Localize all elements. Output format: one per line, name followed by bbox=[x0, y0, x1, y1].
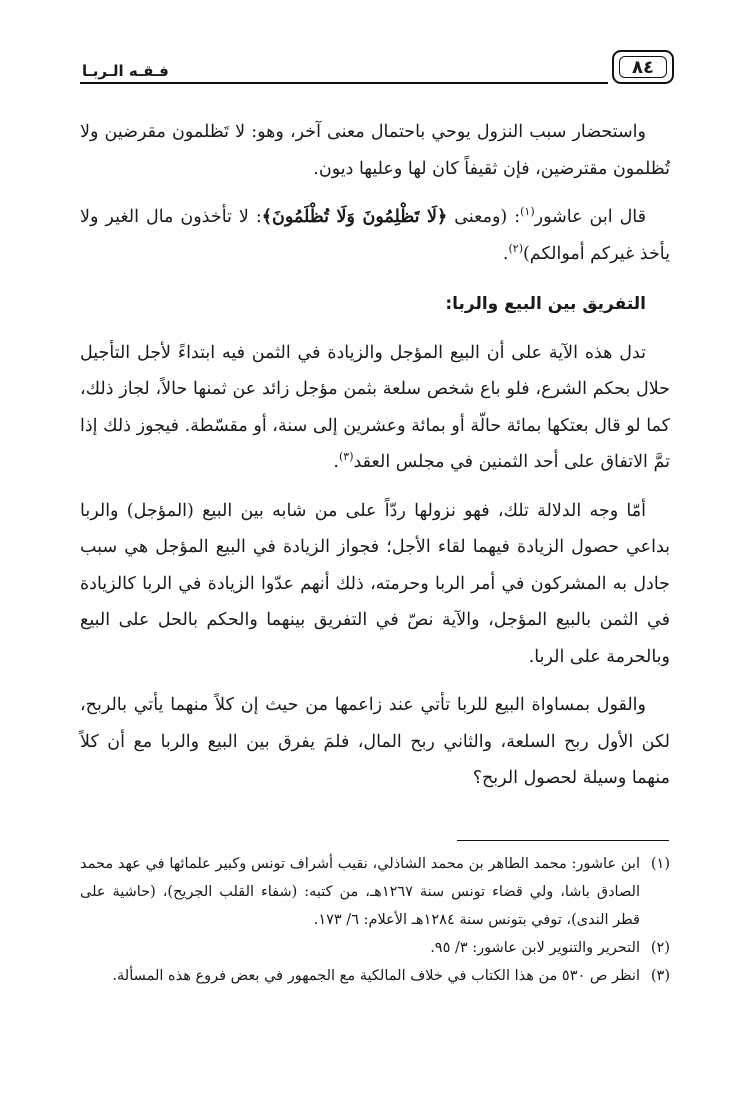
paragraph-2-rest: : لا تأخذون مال الغير ولا يأخذ غيركم أموالكم) bbox=[80, 207, 670, 264]
paragraph-2-middle: : (ومعنى bbox=[447, 207, 521, 227]
running-title: فـقـه الـربـا bbox=[82, 62, 169, 80]
footnote-text: انظر ص ٥٣٠ من هذا الكتاب في خلاف المالكية مع الجمهور في بعض فروع هذه المسألة. bbox=[112, 968, 640, 984]
paragraph-4: أمّا وجه الدلالة تلك، فهو نزولها ردّاً على من شابه بين البيع (المؤجل) والربا بداعي حصول الزيادة فيهما لقاء الأجل؛ فجواز الزيادة في البيع المؤجل هي سبب جادل به المشركون في أمر الربا وحرمته، ذلك أنهم عدّوا الزيادة في الربا كالزيادة في الثمن بالبيع المؤجل، والآية نصّ في التفريق بينهما والحكم بالحل على البيع وبالحرمة على الربا. bbox=[80, 500, 670, 667]
paragraph-3-end: . bbox=[333, 452, 339, 472]
footnote-number: (٣) bbox=[650, 968, 670, 984]
paragraph-1: واستحضار سبب النزول يوحي باحتمال معنى آخر، وهو: لا تَظلمون مقرضين ولا تُظلمون مقترضين، فإن ثقيفاً كان لها وعليها ديون. bbox=[80, 122, 670, 179]
main-text bbox=[80, 114, 670, 809]
page-number-frame bbox=[612, 50, 674, 84]
footnote-ref-3[interactable]: (٣) bbox=[338, 450, 354, 464]
paragraph-3 bbox=[80, 335, 670, 481]
footnote-separator bbox=[457, 840, 669, 841]
paragraph-5: والقول بمساواة البيع للربا تأتي عند زاعمها من حيث إن كلاً منهما يأتي بالربح، لكن الأول ربح السلعة، والثاني ربح المال، فلمَ يفرق بين البيع والربا مع أن كلاً منهما وسيلة لحصول الربح؟ bbox=[80, 695, 670, 788]
section-heading: التفريق بين البيع والربا: bbox=[445, 294, 646, 314]
footnote-text: التحرير والتنوير لابن عاشور: ٣/ ٩٥. bbox=[430, 940, 640, 956]
paragraph-2-end: . bbox=[502, 243, 509, 264]
footnote-number: (١) bbox=[650, 856, 670, 872]
footnote-text: ابن عاشور: محمد الطاهر بن محمد الشاذلي، نقيب أشراف تونس وكبير علمائها في عهد محمد الصادق باشا، ولي قضاء تونس سنة ١٢٦٧هـ، من كتبه: (شفاء القلب الجريح)، (حاشية على قطر الندى)، توفي بتونس سنة ١٢٨٤هـ الأعلام: ٦/ ١٧٣. bbox=[80, 856, 640, 928]
footnote-number: (٢) bbox=[650, 940, 670, 956]
footnote-2 bbox=[80, 934, 670, 962]
footnote-1 bbox=[80, 850, 670, 934]
paragraph-2-lead: قال ابن عاشور bbox=[534, 207, 647, 227]
footnotes bbox=[80, 850, 670, 990]
paragraph-3-text: تدل هذه الآية على أن البيع المؤجل والزيادة في الثمن فيه ابتداءً لأجل التأجيل حلال بحكم الشرع، فلو باع شخص سلعة بثمن مؤجل زائد عن ثمنها حالاً، لجاز ذلك، كما لو قال بعتكها بمائة حالّة أو بمائة وعشرين إلى سنة، أو مقسّطة. فيجوز ذلك إذا تمَّ الاتفاق على أحد الثمنين في مجلس العقد bbox=[80, 342, 670, 472]
paragraph-2 bbox=[80, 199, 670, 272]
footnote-ref-2[interactable]: (٢) bbox=[508, 241, 523, 255]
footnote-3 bbox=[80, 962, 670, 990]
quran-quote: ﴿لَا تَظْلِمُونَ وَلَا تُظْلَمُونَ﴾ bbox=[261, 207, 448, 227]
page-number: ٨٤ bbox=[632, 56, 654, 78]
page-header bbox=[80, 50, 670, 92]
header-rule bbox=[80, 82, 608, 84]
footnote-ref-1[interactable]: (١) bbox=[520, 205, 535, 219]
